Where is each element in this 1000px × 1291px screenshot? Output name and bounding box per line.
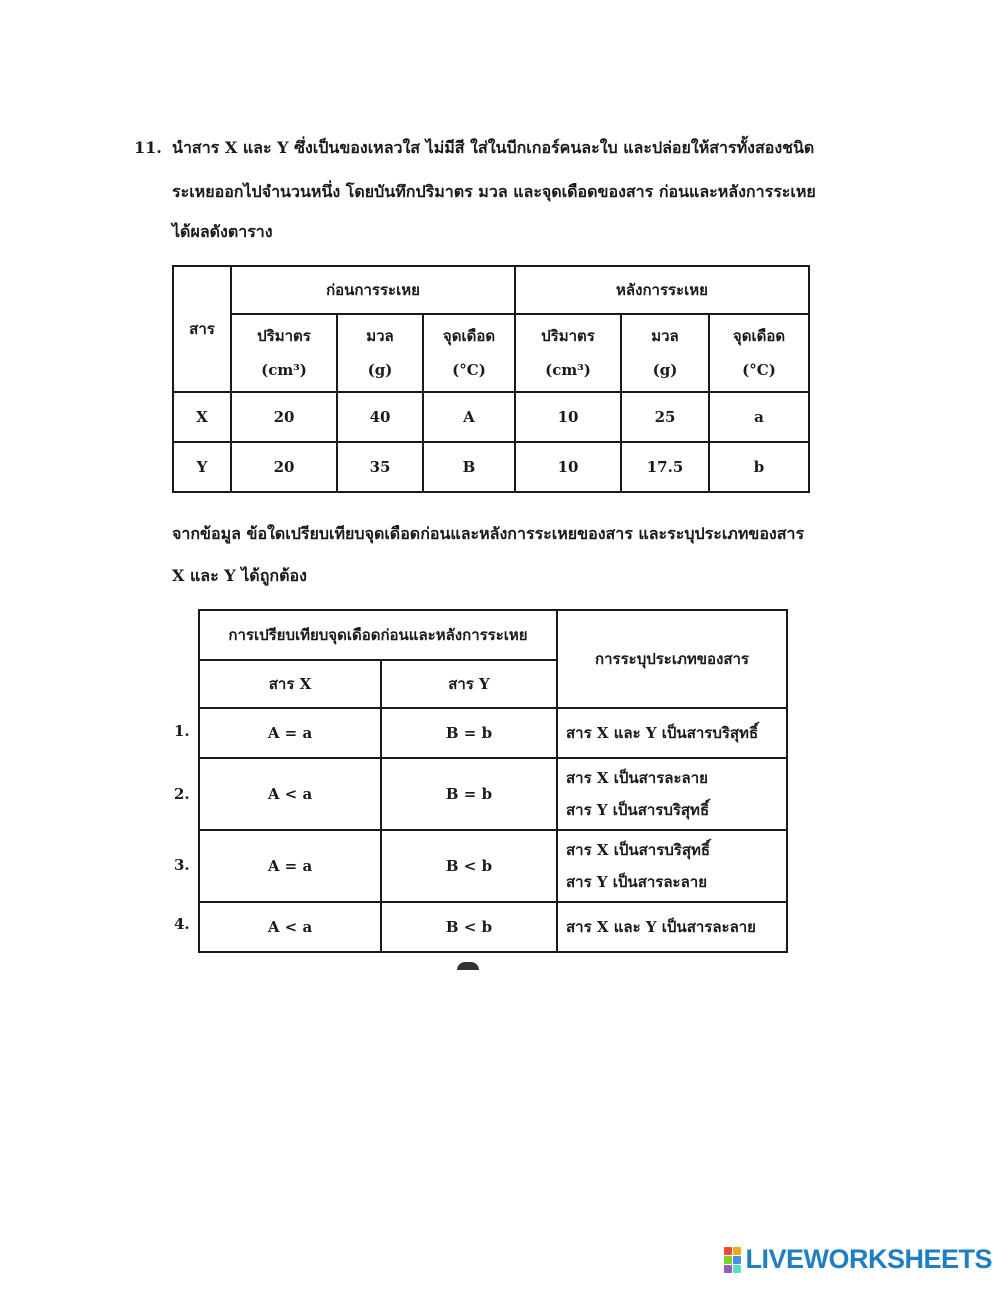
option-number-2: 2.	[174, 785, 190, 803]
mass-before-cell: 40	[337, 392, 423, 442]
table-row	[173, 392, 809, 442]
option-number-4: 4.	[174, 915, 190, 933]
option-y-cell: B = b	[381, 758, 557, 830]
option-x-cell: A < a	[199, 902, 381, 952]
liveworksheets-brand	[724, 1244, 992, 1275]
substance-y-header: สาร Y	[381, 660, 557, 708]
substance-cell: X	[173, 392, 231, 442]
mass-before-cell: 35	[337, 442, 423, 492]
option-number-1: 1.	[174, 722, 190, 740]
col-volume-after: ปริมาตร (cm³)	[515, 314, 621, 392]
option-row-4[interactable]	[199, 902, 787, 952]
option-y-cell: B = b	[381, 708, 557, 758]
substance-x-header: สาร X	[199, 660, 381, 708]
option-type-cell: สาร X และ Y เป็นสารบริสุทธิ์	[557, 708, 787, 758]
option-row-1[interactable]	[199, 708, 787, 758]
question-line-2: ระเหยออกไปจำนวนหนึ่ง โดยบันทึกปริมาตร มวล และจุดเดือดของสาร ก่อนและหลังการระเหย	[172, 182, 816, 201]
volume-after-cell: 10	[515, 392, 621, 442]
compare-header: การเปรียบเทียบจุดเดือดก่อนและหลังการระเหย	[199, 610, 557, 660]
question-line-1	[134, 138, 834, 158]
substance-cell: Y	[173, 442, 231, 492]
question2-line-2: X และ Y ได้ถูกต้อง	[172, 566, 307, 585]
option-y-cell: B < b	[381, 830, 557, 902]
option-row-3[interactable]	[199, 830, 787, 902]
question-text-1: นำสาร X และ Y ซึ่งเป็นของเหลวใส ไม่มีสี ใส่ในบีกเกอร์คนละใบ และปล่อยให้สารทั้งสองชนิด	[172, 138, 815, 157]
question2-line-1: จากข้อมูล ข้อใดเปรียบเทียบจุดเดือดก่อนและหลังการระเหยของสาร และระบุประเภทของสาร	[172, 524, 805, 543]
scan-mark	[457, 962, 479, 970]
col-mass-after: มวล (g)	[621, 314, 709, 392]
option-type-cell: สาร X และ Y เป็นสารละลาย	[557, 902, 787, 952]
bp-after-cell: a	[709, 392, 809, 442]
bp-before-cell: B	[423, 442, 515, 492]
option-x-cell: A < a	[199, 758, 381, 830]
volume-after-cell: 10	[515, 442, 621, 492]
option-y-cell: B < b	[381, 902, 557, 952]
col-bp-before: จุดเดือด (°C)	[423, 314, 515, 392]
mass-after-cell: 17.5	[621, 442, 709, 492]
option-x-cell: A = a	[199, 708, 381, 758]
options-table	[198, 609, 788, 953]
option-row-2[interactable]	[199, 758, 787, 830]
volume-before-cell: 20	[231, 392, 337, 442]
after-evaporation-header: หลังการระเหย	[515, 266, 809, 314]
question-line-3: ได้ผลดังตาราง	[172, 222, 273, 241]
col-volume-before: ปริมาตร (cm³)	[231, 314, 337, 392]
col-mass-before: มวล (g)	[337, 314, 423, 392]
option-type-cell: สาร X เป็นสารละลาย สาร Y เป็นสารบริสุทธิ์	[557, 758, 787, 830]
table-row	[173, 442, 809, 492]
brand-text: LIVEWORKSHEETS	[745, 1244, 992, 1274]
bp-after-cell: b	[709, 442, 809, 492]
option-type-cell: สาร X เป็นสารบริสุทธิ์ สาร Y เป็นสารละลาย	[557, 830, 787, 902]
col-bp-after: จุดเดือด (°C)	[709, 314, 809, 392]
question-number: 11.	[134, 138, 162, 157]
type-header: การระบุประเภทของสาร	[557, 610, 787, 708]
option-number-3: 3.	[174, 856, 190, 874]
mass-after-cell: 25	[621, 392, 709, 442]
substance-header: สาร	[173, 266, 231, 392]
brand-logo-icon	[724, 1247, 741, 1273]
bp-before-cell: A	[423, 392, 515, 442]
before-evaporation-header: ก่อนการระเหย	[231, 266, 515, 314]
data-table	[172, 265, 810, 493]
volume-before-cell: 20	[231, 442, 337, 492]
option-x-cell: A = a	[199, 830, 381, 902]
